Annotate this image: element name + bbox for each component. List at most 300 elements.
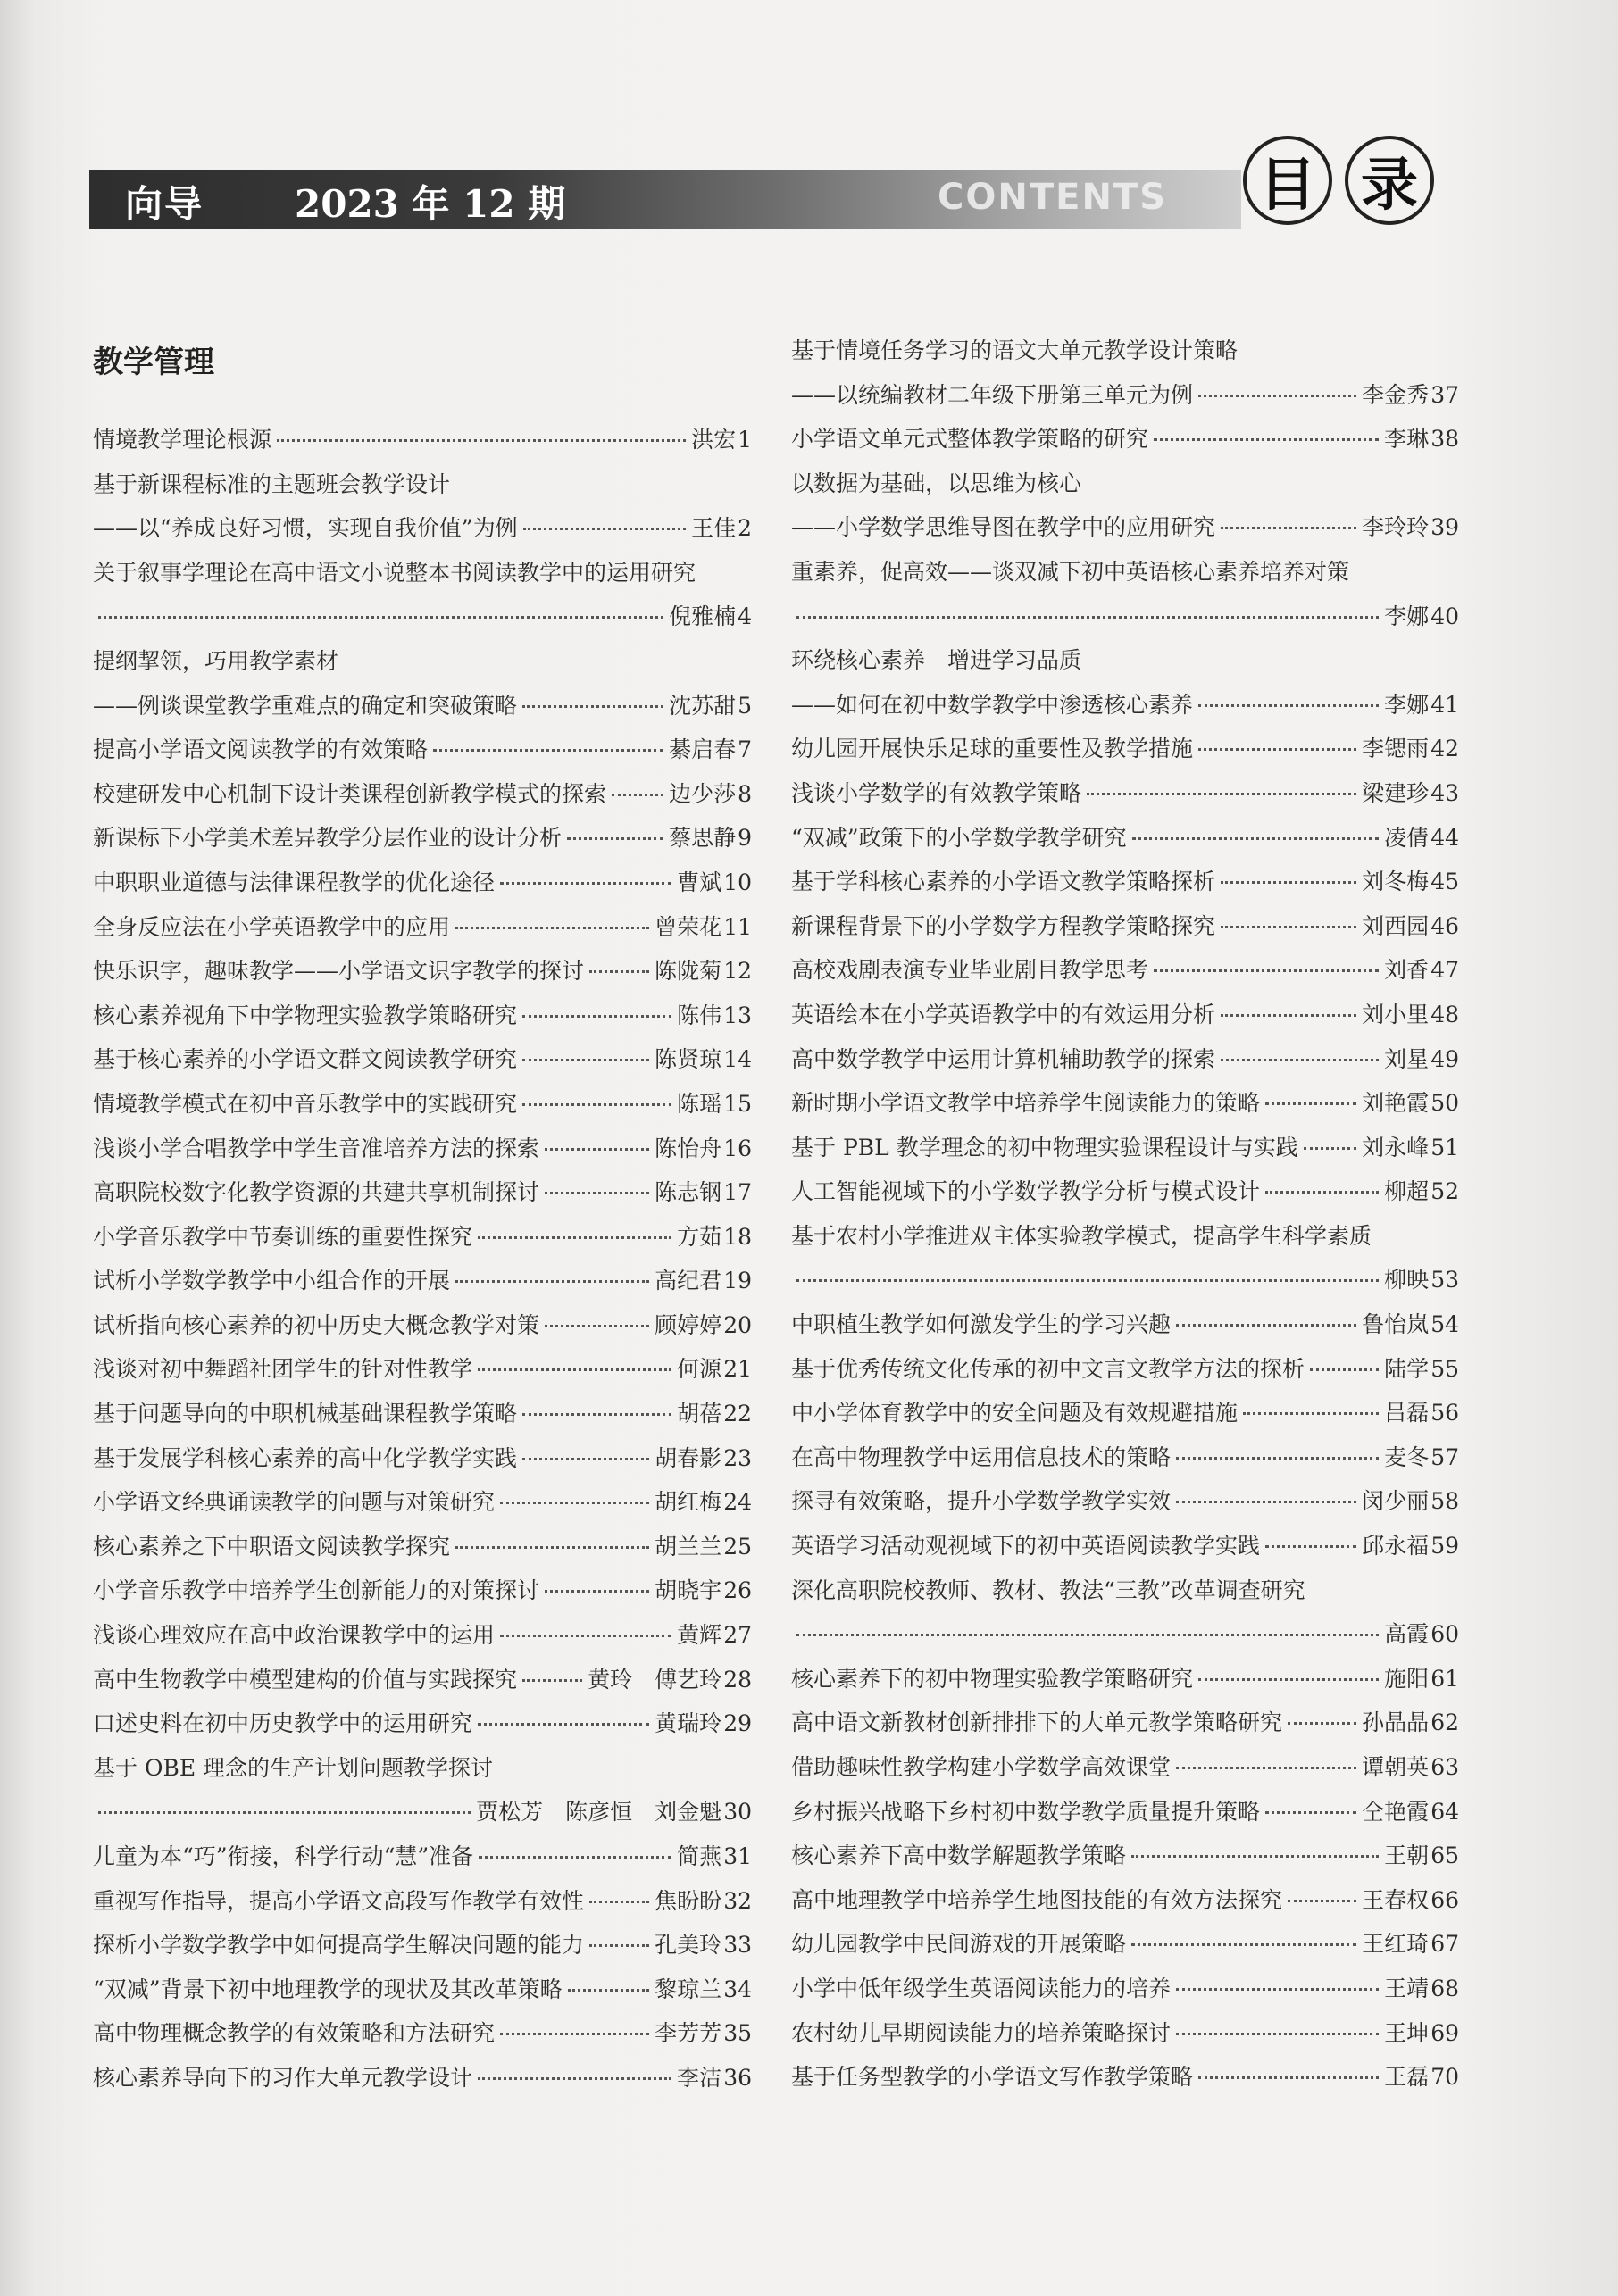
toc-left-column: [93, 418, 752, 2101]
contents-label: CONTENTS: [938, 177, 1168, 218]
entry-author: 曹斌: [677, 869, 722, 895]
entry-author: 綦启春: [669, 736, 737, 763]
entry-page: 26: [723, 1577, 752, 1604]
entry-page: 34: [723, 1976, 752, 2002]
entry-page: 15: [723, 1090, 752, 1117]
entry-author: 王磊: [1384, 2064, 1430, 2091]
entry-title: 新课标下小学美术差异教学分层作业的设计分析: [93, 825, 563, 852]
entry-title: 基于发展学科核心素养的高中化学教学实践: [93, 1444, 518, 1471]
toc-entry: [93, 1127, 752, 1171]
toc-entry: [791, 1081, 1459, 1126]
entry-page: 46: [1430, 912, 1459, 939]
entry-author: 黎琼兰: [655, 1976, 722, 2002]
entry-author: 李琳: [1384, 426, 1430, 453]
entry-title: 中职植生教学如何激发学生的学习兴趣: [791, 1311, 1172, 1338]
leader-dots: [433, 731, 663, 752]
leader-dots: [500, 1617, 671, 1637]
toc-entry: [791, 2011, 1459, 2056]
entry-page: 31: [723, 1843, 752, 1869]
entry-page: 50: [1430, 1090, 1459, 1117]
entry-page: 17: [723, 1179, 752, 1206]
entry-title: 幼儿园教学中民间游戏的开展策略: [791, 1931, 1127, 1958]
toc-entry: [93, 1701, 752, 1746]
entry-title: 环绕核心素养 增进学习品质: [791, 647, 1082, 674]
toc-right-column: [791, 329, 1459, 2100]
leader-dots: [523, 510, 687, 530]
entry-author: 闵少丽: [1362, 1488, 1430, 1515]
entry-title: 基于学科核心素养的小学语文教学策略探析: [791, 869, 1216, 895]
entry-page: 49: [1430, 1045, 1459, 1072]
entry-title: 小学音乐教学中培养学生创新能力的对策探讨: [93, 1577, 540, 1604]
entry-title: 英语学习活动观视域下的初中英语阅读教学实践: [791, 1533, 1261, 1560]
entry-title: 高中生物教学中模型建构的价值与实践探究: [93, 1666, 518, 1693]
entry-author: 简燕: [677, 1843, 722, 1869]
entry-title: 基于问题导向的中职机械基础课程教学策略: [93, 1401, 518, 1427]
entry-title: 乡村振兴战略下乡村初中数学教学质量提升策略: [791, 1798, 1261, 1825]
toc-entry: [791, 727, 1459, 771]
entry-title: 英语绘本在小学英语教学中的有效运用分析: [791, 1001, 1216, 1027]
entry-author: 柳超: [1384, 1178, 1430, 1205]
entry-page: 37: [1430, 381, 1459, 408]
entry-title: 高中数学教学中运用计算机辅助教学的探索: [791, 1045, 1216, 1072]
entry-title: 浅谈对初中舞蹈社团学生的针对性教学: [93, 1356, 473, 1383]
leader-dots: [1221, 863, 1356, 884]
toc-entry: [791, 1391, 1459, 1435]
entry-author: 刘冬梅: [1362, 869, 1430, 895]
entry-title: 新时期小学语文教学中培养学生阅读能力的策略: [791, 1090, 1261, 1117]
entry-title: 中职职业道德与法律课程教学的优化途径: [93, 869, 496, 895]
entry-author: 孔美玲: [655, 1932, 722, 1959]
leader-dots: [1198, 686, 1379, 707]
entry-author: 王靖: [1384, 1975, 1430, 2001]
entry-title: 浅谈心理效应在高中政治课教学中的运用: [93, 1622, 496, 1649]
entry-title: 校建研发中心机制下设计类课程创新教学模式的探索: [93, 780, 607, 807]
leader-dots: [522, 1440, 649, 1460]
entry-page: 32: [723, 1887, 752, 1914]
toc-entry: [791, 595, 1459, 639]
toc-entry: [93, 1392, 752, 1436]
entry-title: 中小学体育教学中的安全问题及有效规避措施: [791, 1400, 1239, 1427]
toc-entry: [93, 684, 752, 728]
entry-author: 陈志钢: [655, 1179, 722, 1206]
entry-author: 陈伟: [677, 1002, 722, 1028]
entry-author: 蔡思静: [669, 825, 737, 852]
entry-author: 王坤: [1384, 2019, 1430, 2046]
entry-page: 8: [738, 780, 752, 807]
leader-dots: [500, 864, 671, 885]
entry-title: 高中物理概念教学的有效策略和方法研究: [93, 2020, 496, 2047]
entry-title: 情境教学模式在初中音乐教学中的实践研究: [93, 1090, 518, 1117]
leader-dots: [479, 1838, 671, 1859]
leader-dots: [1087, 775, 1356, 795]
entry-page: 43: [1430, 779, 1459, 806]
toc-entry: [93, 418, 752, 462]
entry-page: 11: [723, 913, 752, 940]
leader-dots: [1310, 1351, 1379, 1371]
toc-entry: [93, 551, 752, 595]
entry-page: 24: [723, 1489, 752, 1516]
toc-entry: [791, 860, 1459, 904]
toc-entry: [791, 1657, 1459, 1701]
entry-page: 56: [1430, 1400, 1459, 1427]
toc-entry: [791, 1524, 1459, 1568]
toc-entry: [791, 462, 1459, 506]
toc-entry: [93, 1170, 752, 1215]
leader-dots: [1265, 1793, 1356, 1814]
entry-author: 李芳芳: [655, 2020, 722, 2047]
entry-author: 李玲玲: [1362, 514, 1430, 541]
toc-entry: [791, 1745, 1459, 1790]
entry-page: 38: [1430, 426, 1459, 453]
entry-title: 农村幼儿早期阅读能力的培养策略探讨: [791, 2019, 1172, 2046]
leader-dots: [1265, 1085, 1356, 1105]
entry-title: 高中地理教学中培养学生地图技能的有效方法探究: [791, 1886, 1283, 1913]
entry-title: 核心素养下的初中物理实验教学策略研究: [791, 1665, 1194, 1692]
toc-entry: [791, 1612, 1459, 1657]
leader-dots: [1265, 1527, 1356, 1548]
entry-title: 小学语文经典诵读教学的问题与对策研究: [93, 1489, 496, 1516]
leader-dots: [455, 1528, 649, 1549]
issue-label: 2023 年 12 期: [295, 182, 566, 226]
toc-entry: [93, 2056, 752, 2101]
entry-title: 基于优秀传统文化传承的初中文言文教学方法的探析: [791, 1355, 1305, 1382]
entry-page: 4: [738, 603, 752, 630]
entry-title: 新课程背景下的小学数学方程教学策略探究: [791, 912, 1216, 939]
toc-entry: [93, 1037, 752, 1082]
toc-entry: [93, 1746, 752, 1791]
entry-page: 68: [1430, 1975, 1459, 2001]
entry-author: 高霞: [1384, 1621, 1430, 1648]
entry-author: 刘星: [1384, 1045, 1430, 1072]
entry-author: 方茹: [677, 1223, 722, 1250]
toc-entry: [791, 638, 1459, 683]
entry-author: 李娜: [1384, 603, 1430, 629]
leader-dots: [589, 953, 649, 973]
toc-entry: [93, 816, 752, 861]
entry-page: 36: [723, 2064, 752, 2091]
entry-page: 70: [1430, 2064, 1459, 2091]
toc-entry: [791, 1214, 1459, 1259]
toc-entry: [93, 1525, 752, 1569]
entry-title: 提纲挈领，巧用教学素材: [93, 647, 339, 674]
entry-title: 探寻有效策略，提升小学数学教学实效: [791, 1488, 1172, 1515]
toc-entry: [791, 1347, 1459, 1392]
toc-entry: [791, 417, 1459, 462]
entry-title: “双减”政策下的小学数学教学研究: [791, 824, 1127, 851]
entry-title: 浅谈小学数学的有效教学策略: [791, 779, 1082, 806]
entry-page: 5: [738, 692, 752, 719]
toc-entry: [791, 2055, 1459, 2100]
toc-entry: [93, 905, 752, 950]
journal-title: 向导: [125, 182, 204, 226]
entry-page: 9: [738, 825, 752, 852]
entry-title: 以数据为基础，以思维为核心: [791, 470, 1082, 496]
entry-author: 梁建珍: [1362, 779, 1430, 806]
entry-title: 基于 OBE 理念的生产计划问题教学探讨: [93, 1754, 494, 1781]
entry-page: 66: [1430, 1886, 1459, 1913]
leader-dots: [1176, 1483, 1356, 1503]
entry-page: 2: [738, 515, 752, 542]
toc-entry: [791, 816, 1459, 861]
entry-page: 44: [1430, 824, 1459, 851]
leader-dots: [567, 819, 663, 840]
toc-entry: [93, 1790, 752, 1834]
entry-page: 62: [1430, 1710, 1459, 1736]
entry-page: 21: [723, 1356, 752, 1383]
entry-author: 洪宏: [691, 427, 737, 453]
entry-title: 情境教学理论根源: [93, 427, 272, 453]
entry-title: 高职院校数字化教学资源的共建共享机制探讨: [93, 1179, 540, 1206]
toc-entry: [93, 1259, 752, 1303]
entry-title: 小学音乐教学中节奏训练的重要性探究: [93, 1223, 473, 1250]
toc-entry: [791, 1568, 1459, 1613]
entry-title: 人工智能视域下的小学数学教学分析与模式设计: [791, 1178, 1261, 1205]
entry-page: 54: [1430, 1311, 1459, 1338]
entry-author: 鲁怡岚: [1362, 1311, 1430, 1338]
toc-entry: [93, 728, 752, 772]
leader-dots: [589, 1883, 649, 1903]
entry-title: 小学中低年级学生英语阅读能力的培养: [791, 1975, 1172, 2001]
toc-entry: [791, 993, 1459, 1037]
toc-entry: [93, 1303, 752, 1348]
leader-dots: [545, 1572, 649, 1593]
leader-dots: [568, 1971, 650, 1992]
entry-title: 重视写作指导，提高小学语文高段写作教学有效性: [93, 1887, 585, 1914]
leader-dots: [98, 598, 663, 619]
toc-entry: [791, 1878, 1459, 1923]
leader-dots: [796, 1261, 1379, 1282]
toc-entry: [93, 1215, 752, 1260]
entry-author: 孙晶晶: [1362, 1710, 1430, 1736]
entry-author: 施阳: [1384, 1665, 1430, 1692]
toc-entry: [791, 505, 1459, 550]
toc-entry: [791, 1169, 1459, 1214]
entry-title: 核心素养下高中数学解题教学策略: [791, 1843, 1127, 1869]
toc-entry: [93, 1834, 752, 1879]
section-title: 教学管理: [93, 345, 214, 380]
leader-dots: [522, 1086, 671, 1106]
entry-title: 深化高职院校教师、教材、教法“三教”改革调查研究: [791, 1576, 1305, 1603]
leader-dots: [796, 1616, 1379, 1636]
entry-page: 22: [723, 1401, 752, 1427]
entry-page: 60: [1430, 1621, 1459, 1648]
entry-page: 63: [1430, 1754, 1459, 1780]
entry-page: 13: [723, 1002, 752, 1028]
leader-dots: [1176, 1306, 1356, 1327]
leader-dots: [277, 421, 686, 442]
leader-dots: [1176, 1749, 1356, 1769]
entry-page: 27: [723, 1622, 752, 1649]
toc-entry: [93, 1879, 752, 1924]
entry-author: 刘艳霞: [1362, 1090, 1430, 1117]
entry-page: 28: [723, 1666, 752, 1693]
entry-title: 口述史料在初中历史教学中的运用研究: [93, 1710, 473, 1737]
entry-title: 儿童为本“巧”衔接，科学行动“慧”准备: [93, 1843, 474, 1869]
toc-entry: [93, 1613, 752, 1658]
entry-page: 61: [1430, 1665, 1459, 1692]
entry-title: 浅谈小学合唱教学中学生音准培养方法的探索: [93, 1135, 540, 1161]
entry-page: 67: [1430, 1931, 1459, 1958]
entry-title: 基于新课程标准的主题班会教学设计: [93, 470, 451, 497]
leader-dots: [1198, 1660, 1379, 1681]
entry-title: ——如何在初中数学教学中渗透核心素养: [791, 691, 1194, 718]
toc-entry: [791, 1435, 1459, 1480]
entry-page: 39: [1430, 514, 1459, 541]
leader-dots: [612, 776, 663, 796]
toc-entry: [93, 506, 752, 551]
entry-author: 胡晓宇: [655, 1577, 722, 1604]
leader-dots: [1198, 377, 1356, 397]
entry-author: 邱永福: [1362, 1533, 1430, 1560]
entry-author: 李娜: [1384, 691, 1430, 718]
toc-entry: [791, 683, 1459, 728]
toc-entry: [93, 1923, 752, 1967]
entry-page: 7: [738, 736, 752, 763]
toc-entry: [93, 994, 752, 1038]
toc-entry: [791, 1037, 1459, 1082]
toc-entry: [791, 1790, 1459, 1834]
toc-entry: [93, 1082, 752, 1127]
leader-dots: [1198, 2059, 1379, 2079]
entry-title: 提高小学语文阅读教学的有效策略: [93, 736, 429, 763]
entry-title: 高中语文新教材创新排排下的大单元教学策略研究: [791, 1710, 1283, 1736]
toc-entry: [791, 550, 1459, 595]
entry-page: 51: [1430, 1134, 1459, 1160]
toc-entry: [93, 1658, 752, 1702]
entry-title: 重素养，促高效——谈双减下初中英语核心素养培养对策: [791, 558, 1350, 585]
entry-title: ——以统编教材二年级下册第三单元为例: [791, 381, 1194, 408]
toc-entry: [93, 595, 752, 639]
leader-dots: [522, 687, 663, 708]
entry-title: ——以“养成良好习惯，实现自我价值”为例: [93, 515, 518, 542]
entry-page: 16: [723, 1135, 752, 1161]
entry-author: 王红琦: [1362, 1931, 1430, 1958]
entry-author: 王佳: [691, 515, 737, 542]
entry-page: 10: [723, 869, 752, 895]
toc-entry: [93, 861, 752, 905]
leader-dots: [1221, 1041, 1379, 1061]
entry-title: 基于任务型教学的小学语文写作教学策略: [791, 2064, 1194, 2091]
entry-page: 53: [1430, 1267, 1459, 1294]
entry-title: 小学语文单元式整体教学策略的研究: [791, 426, 1149, 453]
entry-page: 14: [723, 1046, 752, 1073]
leader-dots: [478, 1705, 649, 1726]
entry-author: 胡红梅: [655, 1489, 722, 1516]
entry-author: 王春权: [1362, 1886, 1430, 1913]
leader-dots: [98, 1793, 471, 1814]
entry-author: 黄玲 傅艺玲: [588, 1666, 722, 1693]
leader-dots: [1288, 1704, 1356, 1725]
entry-page: 41: [1430, 691, 1459, 718]
leader-dots: [1198, 730, 1356, 751]
toc-entry: [93, 639, 752, 684]
entry-page: 69: [1430, 2019, 1459, 2046]
entry-page: 58: [1430, 1488, 1459, 1515]
entry-title: 快乐识字，趣味教学——小学语文识字教学的探讨: [93, 958, 585, 985]
entry-title: 探析小学数学教学中如何提高学生解决问题的能力: [93, 1932, 585, 1959]
leader-dots: [1176, 1970, 1379, 1991]
leader-dots: [522, 1041, 649, 1061]
leader-dots: [589, 1926, 649, 1947]
entry-title: ——例谈课堂教学重难点的确定和突破策略: [93, 692, 518, 719]
leader-dots: [796, 598, 1379, 619]
entry-title: 核心素养之下中职语文阅读教学探究: [93, 1533, 451, 1560]
entry-author: 高纪君: [655, 1268, 722, 1294]
leader-dots: [1304, 1129, 1356, 1150]
entry-page: 12: [723, 958, 752, 985]
leader-dots: [1131, 1926, 1356, 1946]
toc-entry: [791, 1922, 1459, 1967]
mulu-circle-2: 录: [1345, 136, 1434, 225]
entry-page: 64: [1430, 1798, 1459, 1825]
toc-entry: [93, 1480, 752, 1525]
entry-title: 在高中物理教学中运用信息技术的策略: [791, 1443, 1172, 1470]
toc-entry: [93, 462, 752, 507]
entry-page: 57: [1430, 1443, 1459, 1470]
entry-author: 曾荣花: [655, 913, 722, 940]
entry-author: 柳映: [1384, 1267, 1430, 1294]
entry-page: 47: [1430, 957, 1459, 984]
toc-entry: [93, 1436, 752, 1481]
toc-entry: [791, 1302, 1459, 1347]
leader-dots: [522, 997, 671, 1018]
entry-page: 33: [723, 1932, 752, 1959]
entry-author: 谭朝英: [1362, 1754, 1430, 1780]
entry-author: 陈贤琼: [655, 1046, 722, 1073]
leader-dots: [1176, 2015, 1379, 2035]
entry-author: 刘永峰: [1362, 1134, 1430, 1160]
entry-author: 李洁: [677, 2064, 722, 2091]
leader-dots: [1132, 819, 1380, 840]
entry-author: 刘小里: [1362, 1001, 1430, 1027]
entry-title: 核心素养视角下中学物理实验教学策略研究: [93, 1002, 518, 1028]
entry-page: 48: [1430, 1001, 1459, 1027]
entry-page: 29: [723, 1710, 752, 1737]
leader-dots: [500, 2015, 649, 2035]
entry-title: 试析小学数学教学中小组合作的开展: [93, 1268, 451, 1294]
entry-title: 关于叙事学理论在高中语文小说整本书阅读教学中的运用研究: [93, 559, 696, 586]
leader-dots: [455, 1262, 649, 1283]
toc-entry: [791, 373, 1459, 418]
leader-dots: [545, 1174, 649, 1194]
toc-entry: [791, 1967, 1459, 2011]
leader-dots: [478, 1219, 671, 1239]
toc-entry: [93, 1568, 752, 1613]
leader-dots: [522, 1661, 582, 1682]
entry-page: 18: [723, 1223, 752, 1250]
entry-author: 胡兰兰: [655, 1533, 722, 1560]
toc-entry: [93, 1347, 752, 1392]
toc-entry: [791, 1479, 1459, 1524]
entry-author: 倪雅楠: [669, 603, 737, 630]
leader-dots: [1221, 908, 1356, 928]
entry-title: 幼儿园开展快乐足球的重要性及教学措施: [791, 736, 1194, 762]
entry-author: 仝艳霞: [1362, 1798, 1430, 1825]
entry-page: 23: [723, 1444, 752, 1471]
entry-author: 黄辉: [677, 1622, 722, 1649]
leader-dots: [1288, 1882, 1356, 1902]
leader-dots: [1221, 509, 1356, 529]
entry-author: 吕磊: [1384, 1400, 1430, 1427]
leader-dots: [1243, 1394, 1379, 1415]
entry-page: 40: [1430, 603, 1459, 629]
entry-author: 王朝: [1384, 1843, 1430, 1869]
entry-page: 19: [723, 1268, 752, 1294]
toc-entry: [791, 329, 1459, 373]
entry-author: 陈陇菊: [655, 958, 722, 985]
entry-author: 陈瑶: [677, 1090, 722, 1117]
entry-page: 55: [1430, 1355, 1459, 1382]
